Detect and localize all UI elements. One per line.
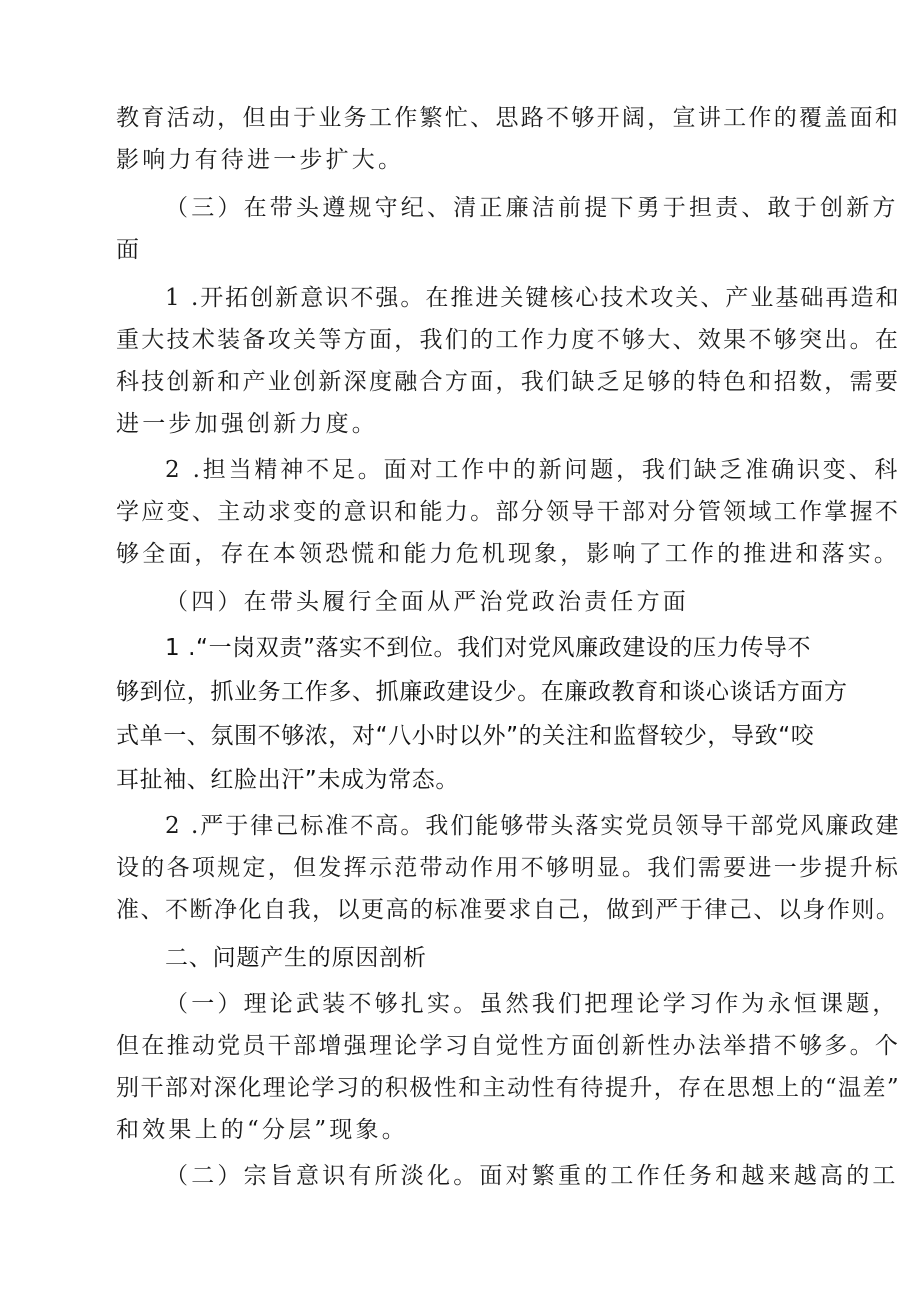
chapter-heading: 二、问题产生的原因剖析 <box>165 945 427 971</box>
paragraph-line: 2 .严于律己标准不高。我们能够带头落实党员领导干部党风廉政建 <box>165 813 901 839</box>
paragraph-line: （一）理论武装不够扎实。虽然我们把理论学习作为永恒课题， <box>165 991 899 1017</box>
paragraph-line: 教育活动，但由于业务工作繁忙、思路不够开阔，宣讲工作的覆盖面和 <box>116 105 901 131</box>
paragraph-line: 影响力有待进一步扩大。 <box>116 147 405 173</box>
paragraph-line: 重大技术装备攻关等方面，我们的工作力度不够大、效果不够突出。在 <box>116 327 901 353</box>
paragraph-line: 够全面，存在本领恐慌和能力危机现象，影响了工作的推进和落实。 <box>116 541 900 567</box>
paragraph-line: 进一步加强创新力度。 <box>116 411 378 437</box>
paragraph-line: （二）宗旨意识有所淡化。面对繁重的工作任务和越来越高的工 <box>165 1163 899 1189</box>
paragraph-line: 够到位，抓业务工作多、抓廉政建设少。在廉政教育和谈心谈话方面方 <box>116 679 848 705</box>
paragraph-line: 1 .开拓创新意识不强。在推进关键核心技术攻关、产业基础再造和 <box>165 285 901 311</box>
paragraph-line: 1 .“一岗双责”落实不到位。我们对党风廉政建设的压力传导不 <box>165 635 812 661</box>
paragraph-line: 耳扯袖、红脸出汗”未成为常态。 <box>116 767 459 793</box>
paragraph-line: 别干部对深化理论学习的积极性和主动性有待提升，存在思想上的“温差” <box>116 1075 901 1101</box>
paragraph-line: 科技创新和产业创新深度融合方面，我们缺乏足够的特色和招数，需要 <box>116 369 901 395</box>
paragraph-line: 准、不断净化自我，以更高的标准要求自己，做到严于律己、以身作则。 <box>116 897 901 923</box>
paragraph-line: 学应变、主动求变的意识和能力。部分领导干部对分管领域工作掌握不 <box>116 499 901 525</box>
paragraph-line: 但在推动党员干部增强理论学习自觉性方面创新性办法举措不够多。个 <box>116 1033 901 1059</box>
paragraph-line: 设的各项规定，但发挥示范带动作用不够明显。我们需要进一步提升标 <box>116 855 901 881</box>
section-heading: （四）在带头履行全面从严治党政治责任方面 <box>165 589 689 615</box>
paragraph-line: 和效果上的“分层”现象。 <box>116 1117 408 1143</box>
section-heading: （三）在带头遵规守纪、清正廉洁前提下勇于担责、敢于创新方 <box>165 195 899 221</box>
paragraph-line: 2 .担当精神不足。面对工作中的新问题，我们缺乏准确识变、科 <box>165 457 901 483</box>
section-heading: 面 <box>116 237 143 263</box>
paragraph-line: 式单一、氛围不够浓，对“八小时以外”的关注和监督较少，导致“咬 <box>116 723 815 749</box>
